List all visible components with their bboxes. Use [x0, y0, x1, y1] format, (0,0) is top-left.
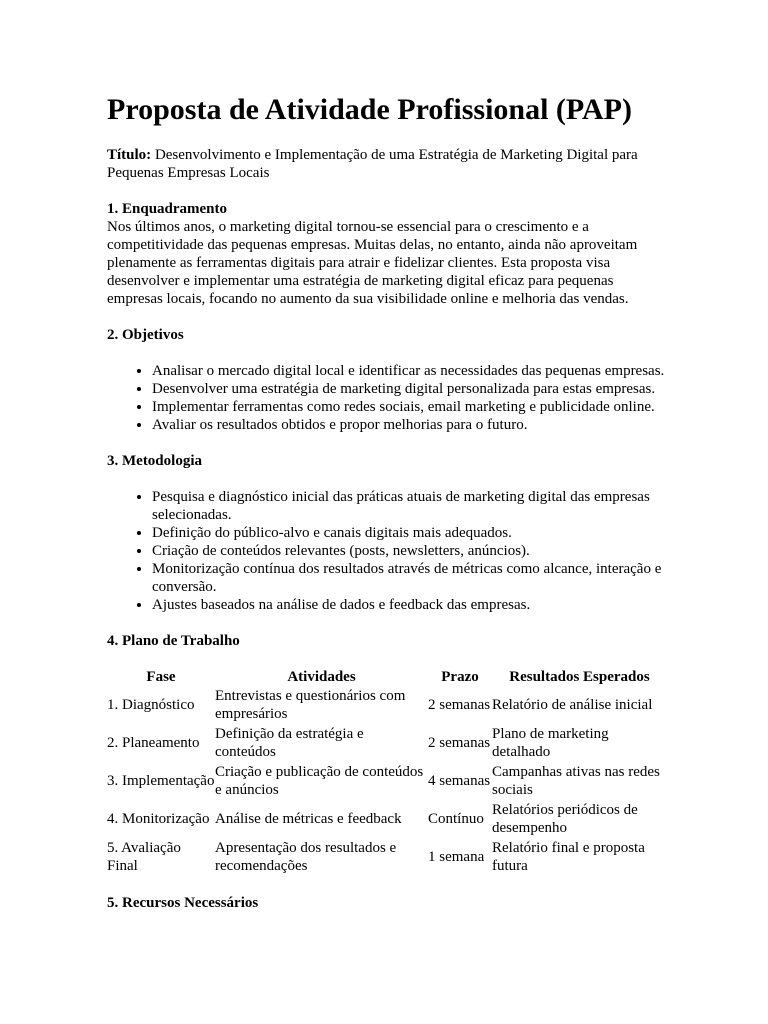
table-cell: 4. Monitorização: [107, 811, 210, 827]
list-item: • Implementar ferramentas como redes sociais, email marketing e publicidade online.: [152, 398, 667, 416]
list-item: • Analisar o mercado digital local e identificar as necessidades das pequenas empresas.: [152, 362, 667, 380]
table-cell: Definição da estratégia e conteúdos: [215, 726, 364, 760]
table-cell: Relatório final e proposta futura: [492, 840, 645, 874]
section-heading: 3. Metodologia: [107, 453, 202, 469]
objetivos-list: [107, 362, 667, 434]
table-cell: Contínuo: [428, 811, 484, 827]
table-cell: 1. Diagnóstico: [107, 697, 195, 713]
table-cell: 5. Avaliação Final: [107, 840, 181, 874]
section-recursos: [107, 894, 667, 912]
table-row: [107, 724, 667, 762]
column-header-resultados: Resultados Esperados: [509, 669, 650, 685]
list-item: • Criação de conteúdos relevantes (posts, newsletters, anúncios).: [152, 542, 667, 560]
list-item: • Monitorização contínua dos resultados através de métricas como alcance, interação e conversão.: [152, 560, 667, 596]
table-row: [107, 686, 667, 724]
table-row: [107, 838, 667, 876]
list-item: • Avaliar os resultados obtidos e propor melhorias para o futuro.: [152, 416, 667, 434]
section-objetivos: [107, 326, 667, 344]
table-row: [107, 800, 667, 838]
table-cell: Relatório de análise inicial: [492, 697, 653, 713]
section-metodologia: [107, 452, 667, 470]
column-header-fase: Fase: [146, 669, 176, 685]
table-cell: 4 semanas: [428, 773, 491, 789]
section-enquadramento: [107, 200, 667, 308]
table-cell: Entrevistas e questionários com empresários: [215, 688, 406, 722]
table-header-row: [107, 668, 667, 686]
section-paragraph: Nos últimos anos, o marketing digital tornou-se essencial para o crescimento e a competitividade das pequenas empresas. Muitas delas, no entanto, ainda não aproveitam plenamente as ferramentas digitais para atrair e fidelizar clientes. Esta proposta visa desenvolver e implementar uma estratégia de marketing digital eficaz para pequenas empresas locais, focando no aumento da sua visibilidade online e melhoria das vendas.: [107, 219, 638, 307]
list-item: • Ajustes baseados na análise de dados e feedback das empresas.: [152, 596, 667, 614]
table-cell: 1 semana: [428, 849, 485, 865]
section-heading: 4. Plano de Trabalho: [107, 633, 240, 649]
table-cell: Apresentação dos resultados e recomendações: [215, 840, 397, 874]
column-header-atividades: Atividades: [287, 669, 356, 685]
subtitle-text: Desenvolvimento e Implementação de uma Estratégia de Marketing Digital para Pequenas Empresas Locais: [107, 147, 638, 181]
column-header-prazo: Prazo: [441, 669, 479, 685]
section-plano: [107, 632, 667, 650]
subtitle-label: Título:: [107, 147, 152, 163]
list-item: • Definição do público-alvo e canais digitais mais adequados.: [152, 524, 667, 542]
table-cell: Plano de marketing detalhado: [492, 726, 609, 760]
proposal-subtitle: [107, 146, 667, 182]
table-cell: Relatórios periódicos de desempenho: [492, 802, 638, 836]
table-cell: 2 semanas: [428, 697, 491, 713]
table-cell: 3. Implementação: [107, 773, 215, 789]
table-row: [107, 762, 667, 800]
table-cell: 2 semanas: [428, 735, 491, 751]
table-cell: Campanhas ativas nas redes sociais: [492, 764, 660, 798]
list-item: • Pesquisa e diagnóstico inicial das práticas atuais de marketing digital das empresas selecionadas.: [152, 488, 667, 524]
document-page: [107, 92, 667, 912]
section-heading: 2. Objetivos: [107, 327, 184, 343]
metodologia-list: [107, 488, 667, 614]
table-cell: Criação e publicação de conteúdos e anúncios: [215, 764, 424, 798]
work-plan-table: [107, 668, 667, 876]
page-title: Proposta de Atividade Profissional (PAP): [107, 93, 632, 126]
table-cell: Análise de métricas e feedback: [215, 811, 402, 827]
section-heading: 1. Enquadramento: [107, 201, 228, 217]
section-heading: 5. Recursos Necessários: [107, 895, 259, 911]
table-cell: 2. Planeamento: [107, 735, 200, 751]
list-item: • Desenvolver uma estratégia de marketing digital personalizada para estas empresas.: [152, 380, 667, 398]
